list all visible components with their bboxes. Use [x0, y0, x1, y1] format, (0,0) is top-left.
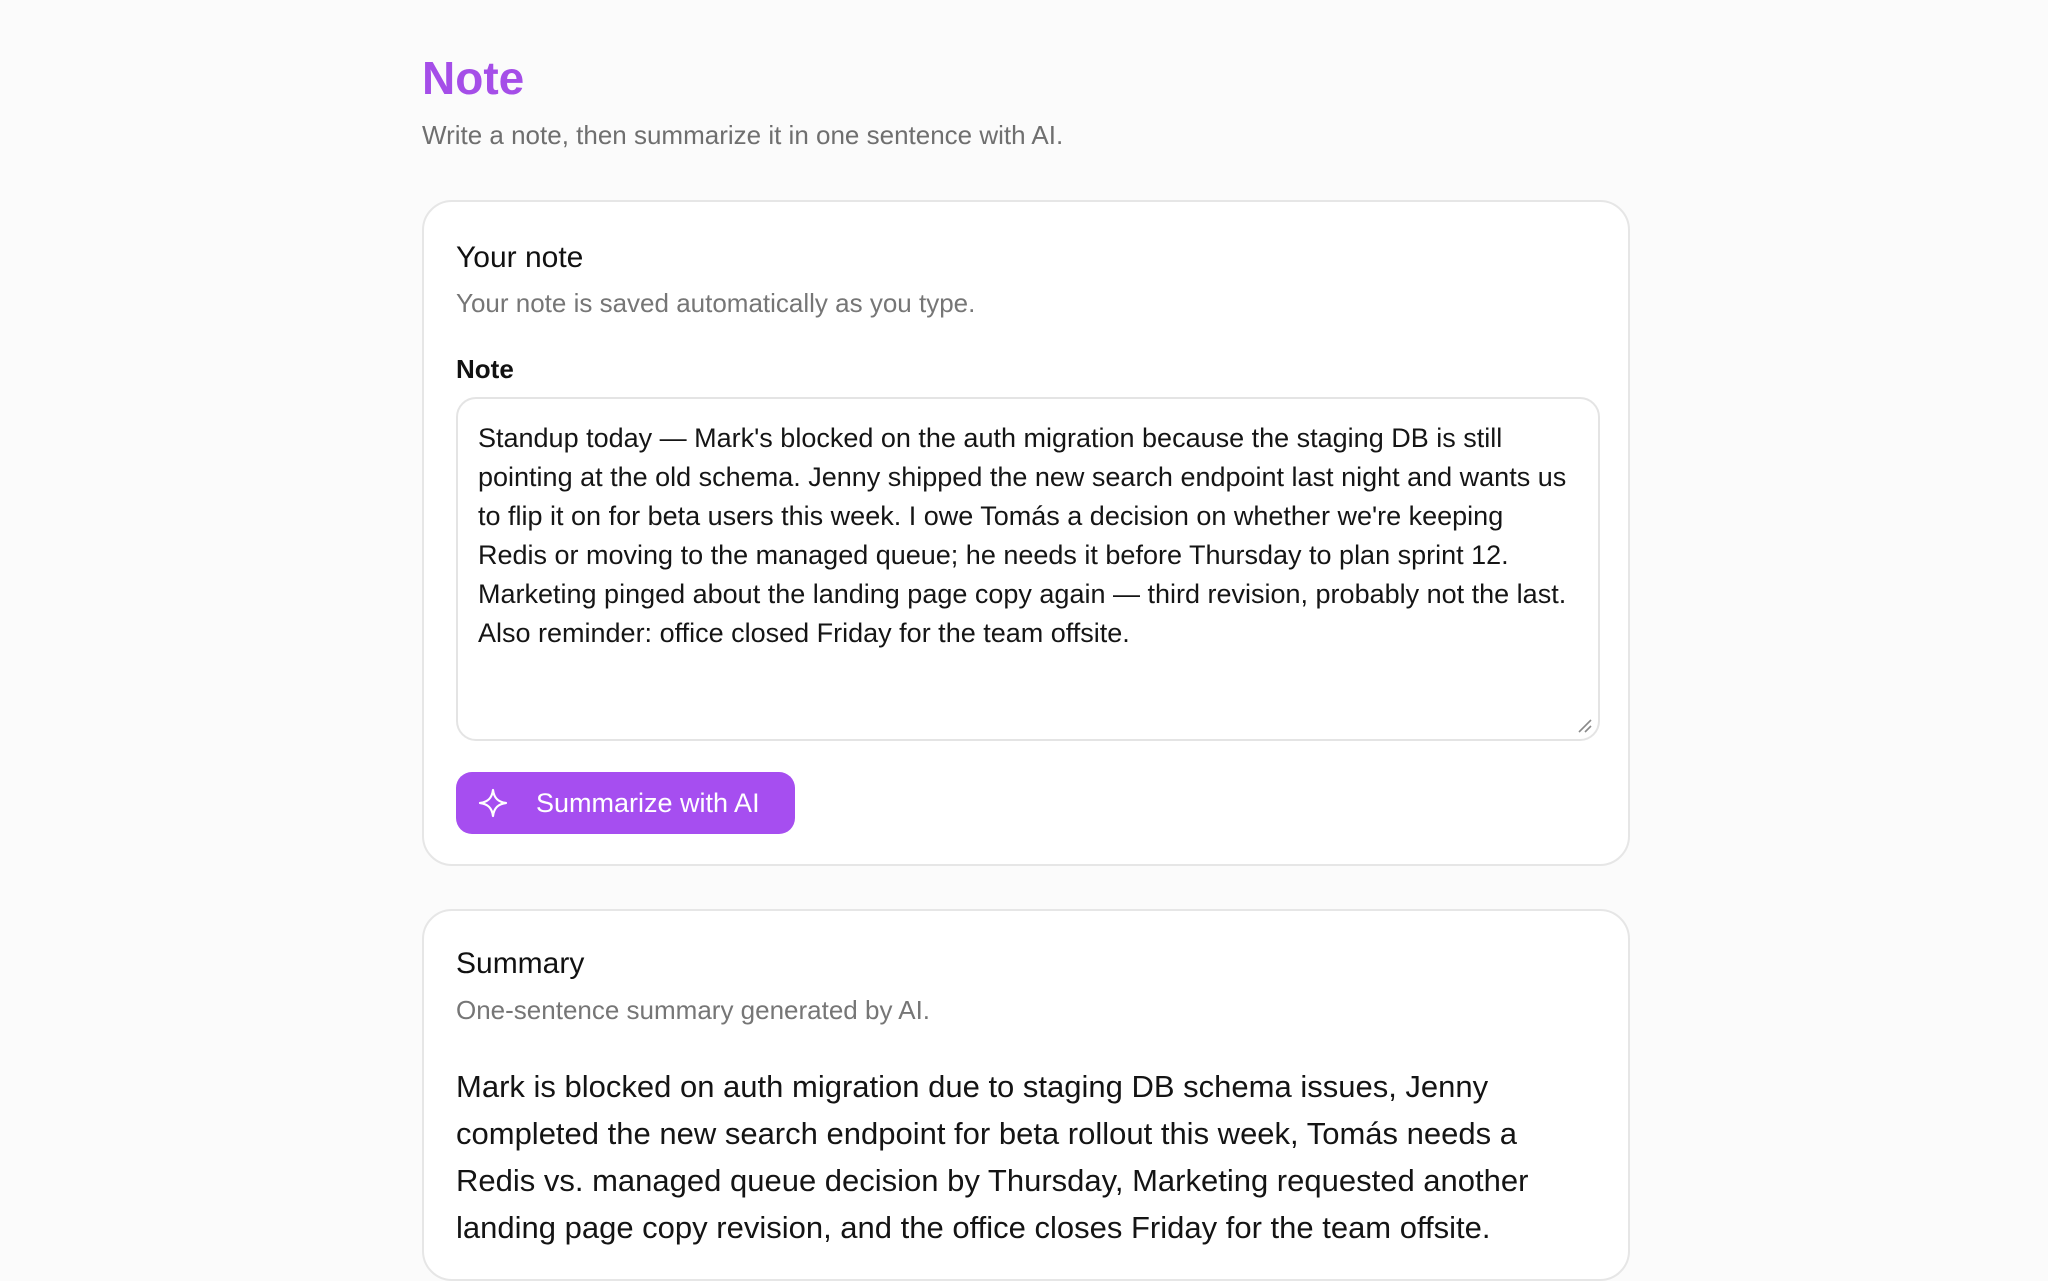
note-textarea[interactable] [456, 397, 1600, 741]
note-card-title: Your note [456, 241, 584, 274]
note-card-description: Your note is saved automatically as you type. [456, 288, 976, 318]
page-subtitle: Write a note, then summarize it in one sentence with AI. [422, 120, 1064, 150]
summarize-button-label: Summarize with AI [536, 787, 760, 818]
summary-card-description: One-sentence summary generated by AI. [456, 995, 931, 1025]
resize-handle-icon[interactable] [1576, 717, 1592, 733]
note-textarea-value[interactable]: Standup today — Mark's blocked on the auth migration because the staging DB is still pointing at the old schema. Jenny shipped the new search endpoint last night and wants us to flip it on for beta users this week. I owe Tomás a decision on whether we're keeping Redis or moving to the managed queue; he needs it before Thursday to plan sprint 12. Marketing pinged about the landing page copy again — third revision, probably not the last. Also reminder: office closed Friday for the team offsite. [478, 423, 1567, 648]
summary-card [422, 909, 1630, 1281]
sparkle-icon [478, 788, 508, 818]
summarize-with-ai-button[interactable] [456, 772, 795, 834]
note-field-label: Note [456, 354, 514, 384]
page-title: Note [422, 52, 525, 104]
summary-text: Mark is blocked on auth migration due to staging DB schema issues, Jenny completed the new search endpoint for beta rollout this week, Tomás needs a Redis vs. managed queue decision by Thursday, Marketing requested another landing page copy revision, and the office closes Friday for the team offsite. [456, 1069, 1529, 1245]
summary-card-title: Summary [456, 947, 585, 980]
note-card [422, 200, 1630, 866]
